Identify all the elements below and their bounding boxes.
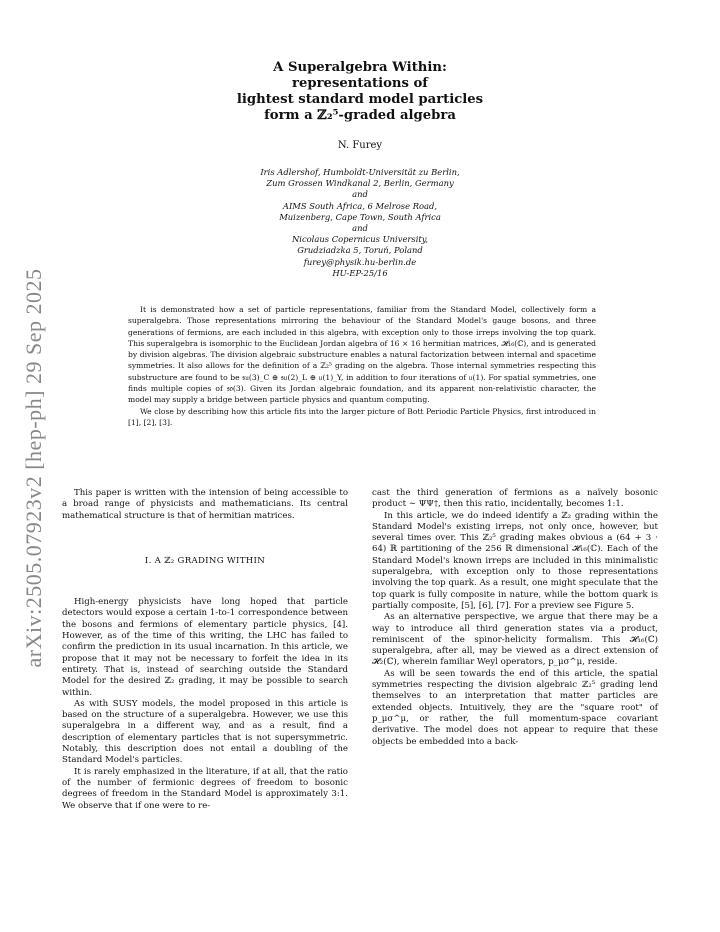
left-column <box>62 488 348 812</box>
report-number: HU-EP-25/16 <box>332 267 388 278</box>
affiliation-line: Nicolaus Copernicus University, <box>291 234 429 245</box>
affiliation-line: AIMS South Africa, 6 Melrose Road, <box>282 200 438 211</box>
right-column <box>372 488 658 748</box>
intro-paragraph: This paper is written with the intension of being accessible to a broad range of physicists and mathematicians. Its central mathematical structure is that of hermitian matrices. <box>62 488 348 521</box>
affiliations <box>200 167 520 279</box>
body-paragraph: In this article, we do indeed identify a ℤ₂ grading within the Standard Model's existing irreps, not only once, however, but several times over. This ℤ₂⁵ grading makes obvious a (64 + 3 · 64) ℝ partitioning of the 256 ℝ dimensional 𝓗₁₆(ℂ). Each of the Standard Model's known irreps are included in this minimalistic superalgebra, with exception only to those representations involving the top quark. As a result, one might speculate that the top quark is fully composite in nature, while the bottom quark is partially composite, [5], [6], [7]. For a preview see Figure 5. <box>372 510 658 611</box>
author-name: N. Furey <box>337 140 383 151</box>
abstract-paragraph: It is demonstrated how a set of particle representations, familiar from the Standard Model, collectively form a superalgebra. Those representations mirroring the behaviour of the Standard Model's gauge bosons, and three generations of fermions, are each included in this algebra, with exception only to those irreps involving the top quark. This superalgebra is isomorphic to the Euclidean Jordan algebra of 16 × 16 hermitian matrices, 𝓗₁₆(ℂ), and is generated by division algebras. The division algebraic substructure enables a natural factorization between internal and spacetime symmetries. It also allows for the definition of a ℤ₂⁵ grading on the algebra. Those internal symmetries respecting this substructure are found to be 𝔰𝔲(3)_C ⊕ 𝔰𝔲(2)_L ⊕ 𝔲(1)_Y, in addition to four iterations of 𝔲(1). For spatial symmetries, one finds multiple copies of 𝔰𝔬(3). Given its Jordan algebraic foundation, and its apparent non-relativistic character, the model may supply a bridge between particle physics and quantum computing. <box>128 305 596 405</box>
section-heading: I. A ℤ₂ GRADING WITHIN <box>144 555 266 566</box>
title-line: lightest standard model particles <box>236 92 484 107</box>
affiliation-line: and <box>352 223 368 234</box>
abstract <box>128 304 596 428</box>
affiliation-line: Zum Grossen Windkanal 2, Berlin, Germany <box>266 178 454 189</box>
arxiv-identifier <box>14 258 54 678</box>
arxiv-id-text: arXiv:2505.07923v2 [hep-ph] 29 Sep 2025 <box>21 268 46 668</box>
body-paragraph: cast the third generation of fermions as a naïvely bosonic product ∼ ΨΨ†, then this ratio, incidentally, becomes 1:1. <box>372 488 658 510</box>
affiliation-line: Muizenberg, Cape Town, South Africa <box>279 211 441 222</box>
body-paragraph: High-energy physicists have long hoped that particle detectors would expose a certain 1-to-1 correspondence between the bosons and fermions of elementary particle physics, [4]. However, as of the time of this writing, the LHC has failed to confirm the prediction in its usual incarnation. In this article, we propose that it may not be necessary to forfeit the idea in its entirety. That is, instead of searching outside the Standard Model for the desired ℤ₂ grading, it may be possible to search within. <box>62 597 348 698</box>
affiliation-line: Iris Adlershof, Humboldt-Universität zu Berlin, <box>260 167 460 177</box>
body-paragraph: As with SUSY models, the model proposed in this article is based on the structure of a superalgebra. However, we use this superalgebra in a different way, and as a result, find a description of elementary particles that is not supersymmetric. Notably, this description does not entail a doubling of the Standard Model's particles. <box>62 698 348 766</box>
paper-title <box>150 60 570 124</box>
email-link[interactable]: furey@physik.hu-berlin.de <box>303 256 417 267</box>
body-paragraph: As an alternative perspective, we argue that there may be a way to introduce all third generation states via a product, reminiscent of the spinor-helicity formalism. This 𝓗₁₆(ℂ) superalgebra, after all, may be viewed as a direct extension of 𝓗₂(ℂ), wherein familiar Weyl operators, p_μσ^μ, reside. <box>372 612 658 668</box>
affiliation-line: and <box>352 189 368 200</box>
affiliation-line: Grudziadzka 5, Toruń, Poland <box>297 245 423 256</box>
abstract-paragraph: We close by describing how this article fits into the larger picture of Bott Periodic Particle Physics, first introduced in [1], [2], [3]. <box>128 406 596 427</box>
title-line: A Superalgebra Within: <box>273 60 447 75</box>
body-paragraph: It is rarely emphasized in the literature, if at all, that the ratio of the number of fermionic degrees of freedom to bosonic degrees of freedom in the Standard Model is approximately 3:1. We observe that if one were to re- <box>62 766 348 811</box>
title-line: form a ℤ₂⁵-graded algebra <box>264 108 456 123</box>
title-line: representations of <box>292 76 428 91</box>
body-paragraph: As will be seen towards the end of this article, the spatial symmetries respecting the division algebraic ℤ₂⁵ grading lend themselves to an interpretation that matter particles are extended objects. Intuitively, they are the "square root" of p_μσ^μ, or rather, the full momentum-space covariant derivative. The model does not appear to require that these objects be embedded into a back- <box>372 668 658 747</box>
